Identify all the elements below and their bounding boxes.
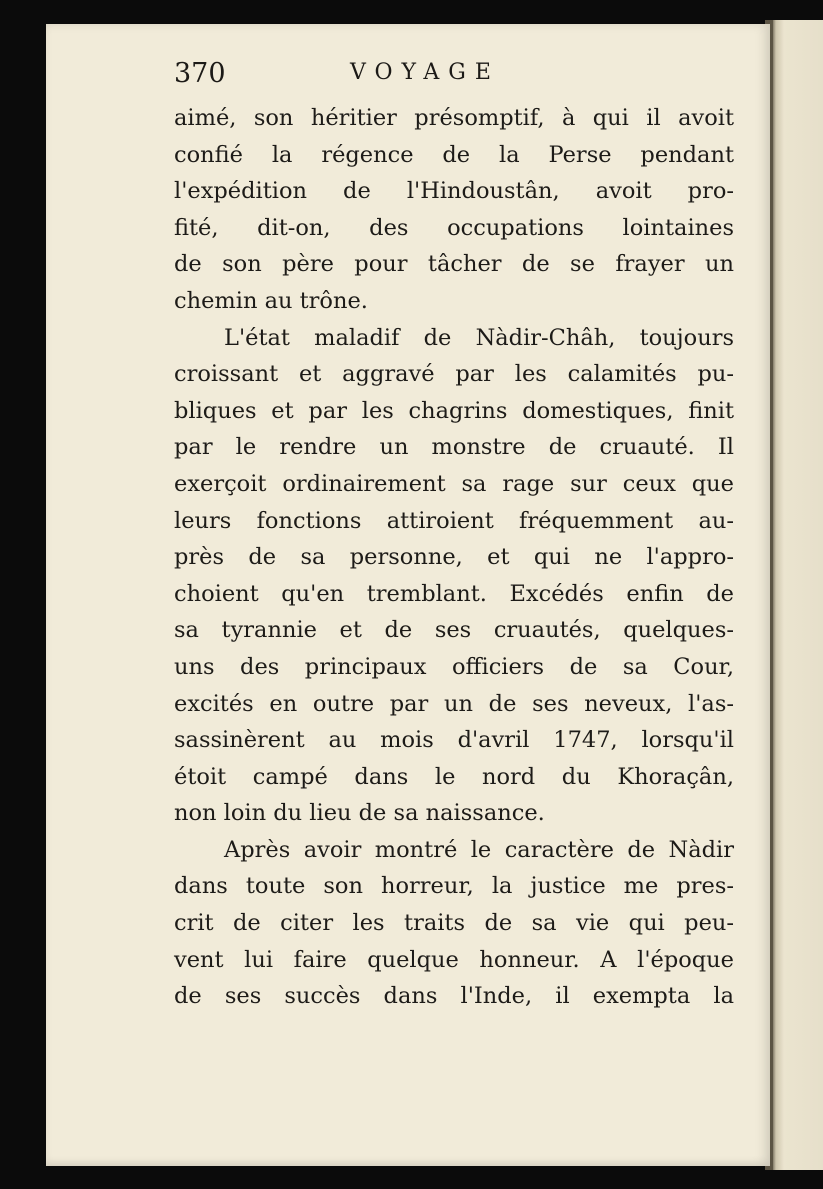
text-line: uns des principaux officiers de sa Cour, [174, 653, 734, 680]
text-line: confié la régence de la Perse pendant [174, 141, 734, 168]
text-line: bliques et par les chagrins domestiques, finit [174, 397, 734, 424]
text-line: exerçoit ordinairement sa rage sur ceux que [174, 470, 734, 497]
running-head [174, 58, 734, 94]
text-line: près de sa personne, et qui ne l'appro- [174, 544, 734, 571]
next-page-edge [770, 20, 823, 1170]
running-title: VOYAGE [350, 60, 500, 85]
text-line: de son père pour tâcher de se frayer un [174, 251, 734, 278]
text-line: par le rendre un monstre de cruauté. Il [174, 434, 734, 461]
text-line: fité, dit-on, des occupations lointaines [174, 214, 734, 241]
text-line: non loin du lieu de sa naissance. [174, 800, 545, 827]
text-line: vent lui faire quelque honneur. A l'époque [174, 946, 734, 973]
text-line: Après avoir montré le caractère de Nàdir [224, 836, 734, 863]
text-line: dans toute son horreur, la justice me pres- [174, 873, 734, 900]
text-line: l'expédition de l'Hindoustân, avoit pro- [174, 178, 734, 205]
body-text [174, 100, 734, 1015]
page-number: 370 [174, 58, 226, 89]
text-line: crit de citer les traits de sa vie qui peu- [174, 910, 734, 937]
text-line: sa tyrannie et de ses cruautés, quelques- [174, 617, 734, 644]
text-line: sassinèrent au mois d'avril 1747, lorsqu'il [174, 727, 734, 754]
text-line: excités en outre par un de ses neveux, l'as- [174, 690, 734, 717]
text-line: choient qu'en tremblant. Excédés enfin de [174, 580, 734, 607]
text-line: croissant et aggravé par les calamités pu- [174, 361, 734, 388]
text-line: chemin au trône. [174, 287, 368, 314]
text-line: aimé, son héritier présomptif, à qui il avoit [174, 105, 734, 131]
text-line: étoit campé dans le nord du Khoraçân, [174, 763, 734, 790]
text-line: leurs fonctions attiroient fréquemment au- [174, 507, 734, 534]
text-line: L'état maladif de Nàdir-Châh, toujours [224, 324, 734, 351]
text-line: de ses succès dans l'Inde, il exempta la [174, 983, 734, 1010]
